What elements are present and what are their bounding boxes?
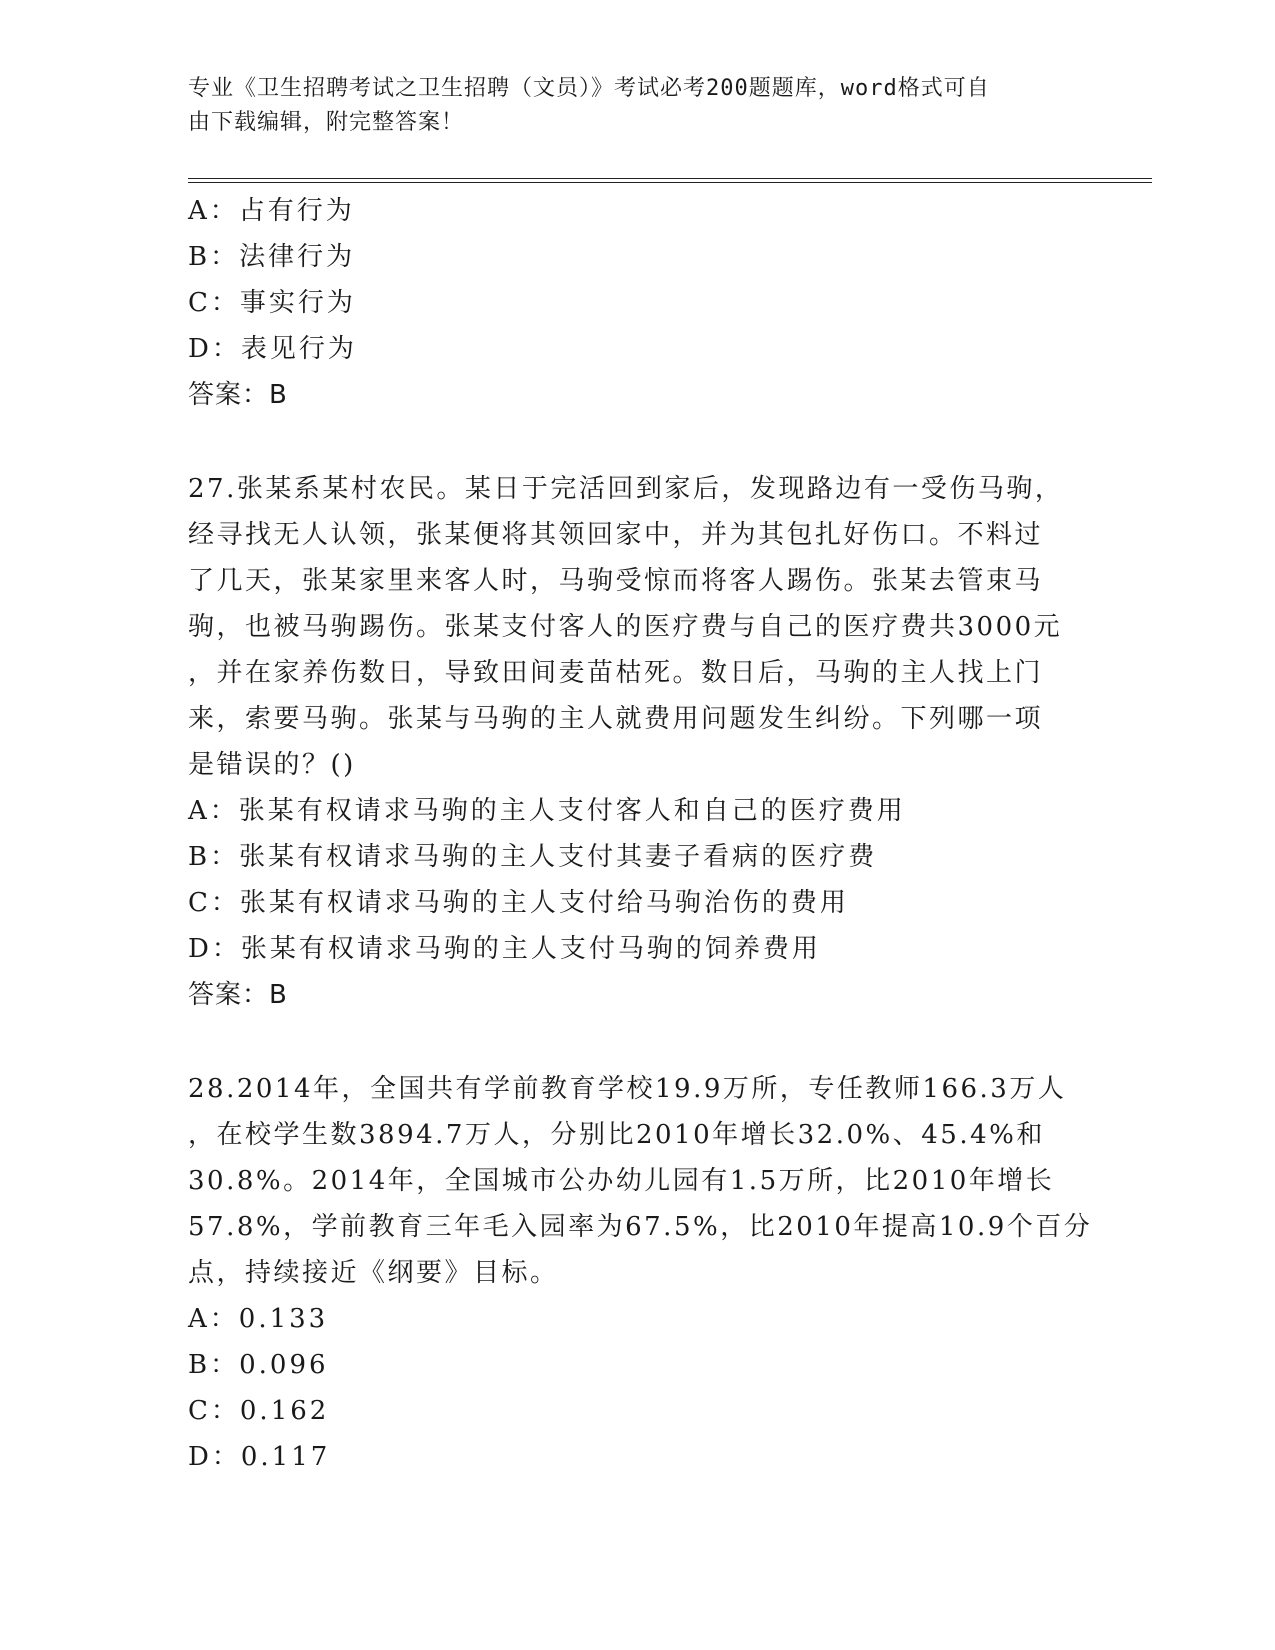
question-text [188,1066,1093,1296]
header-line-1: 专业《卫生招聘考试之卫生招聘（文员）》考试必考200题题库，word格式可自 [188,76,990,101]
question-text-line: 是错误的？() [188,750,356,780]
answer-line: 答案：B [188,380,288,410]
answer-line: 答案：B [188,980,288,1010]
question-text-line: ，在校学生数3894.7万人，分别比2010年增长32.0%、45.4%和 [188,1120,1045,1150]
option-c: C：0.162 [188,1396,330,1426]
question-26 [188,188,1088,418]
header-line-2: 由下载编辑，附完整答案！ [188,110,465,135]
header-divider-top [188,178,1152,179]
question-text-line: 27.张某系某村农民。某日于完活回到家后，发现路边有一受伤马驹， [188,474,1064,504]
option-b: B：0.096 [188,1350,329,1380]
question-27 [188,466,1088,1018]
option-d: D：张某有权请求马驹的主人支付马驹的饲养费用 [188,934,821,964]
option-a: A：张某有权请求马驹的主人支付客人和自己的医疗费用 [188,796,906,826]
option-b: B：法律行为 [188,242,356,272]
option-c: C：张某有权请求马驹的主人支付给马驹治伤的费用 [188,888,849,918]
question-text-line: ，并在家养伤数日，导致田间麦苗枯死。数日后，马驹的主人找上门 [188,658,1044,688]
option-d: D：0.117 [188,1442,331,1472]
document-header [188,72,1068,140]
question-text-line: 57.8%，学前教育三年毛入园率为67.5%，比2010年提高10.9个百分 [188,1212,1093,1242]
option-c: C：事实行为 [188,288,356,318]
question-text-line: 驹，也被马驹踢伤。张某支付客人的医疗费与自己的医疗费共3000元 [188,612,1063,642]
spacer [188,1018,1088,1066]
header-divider-bottom [188,182,1152,183]
option-a: A：0.133 [188,1304,329,1334]
question-text-line: 了几天，张某家里来客人时，马驹受惊而将客人踢伤。张某去管束马 [188,566,1044,596]
document-body [188,188,1093,1480]
question-28 [188,1066,1093,1480]
question-text-line: 28.2014年，全国共有学前教育学校19.9万所，专任教师166.3万人 [188,1074,1067,1104]
option-d: D：表见行为 [188,334,357,364]
question-text-line: 经寻找无人认领，张某便将其领回家中，并为其包扎好伤口。不料过 [188,520,1044,550]
question-text-line: 点，持续接近《纲要》目标。 [188,1258,559,1288]
spacer [188,418,1088,466]
question-text-line: 来，索要马驹。张某与马驹的主人就费用问题发生纠纷。下列哪一项 [188,704,1044,734]
option-b: B：张某有权请求马驹的主人支付其妻子看病的医疗费 [188,842,878,872]
option-a: A：占有行为 [188,196,355,226]
question-text-line: 30.8%。2014年，全国城市公办幼儿园有1.5万所，比2010年增长 [188,1166,1055,1196]
question-text [188,466,1088,788]
